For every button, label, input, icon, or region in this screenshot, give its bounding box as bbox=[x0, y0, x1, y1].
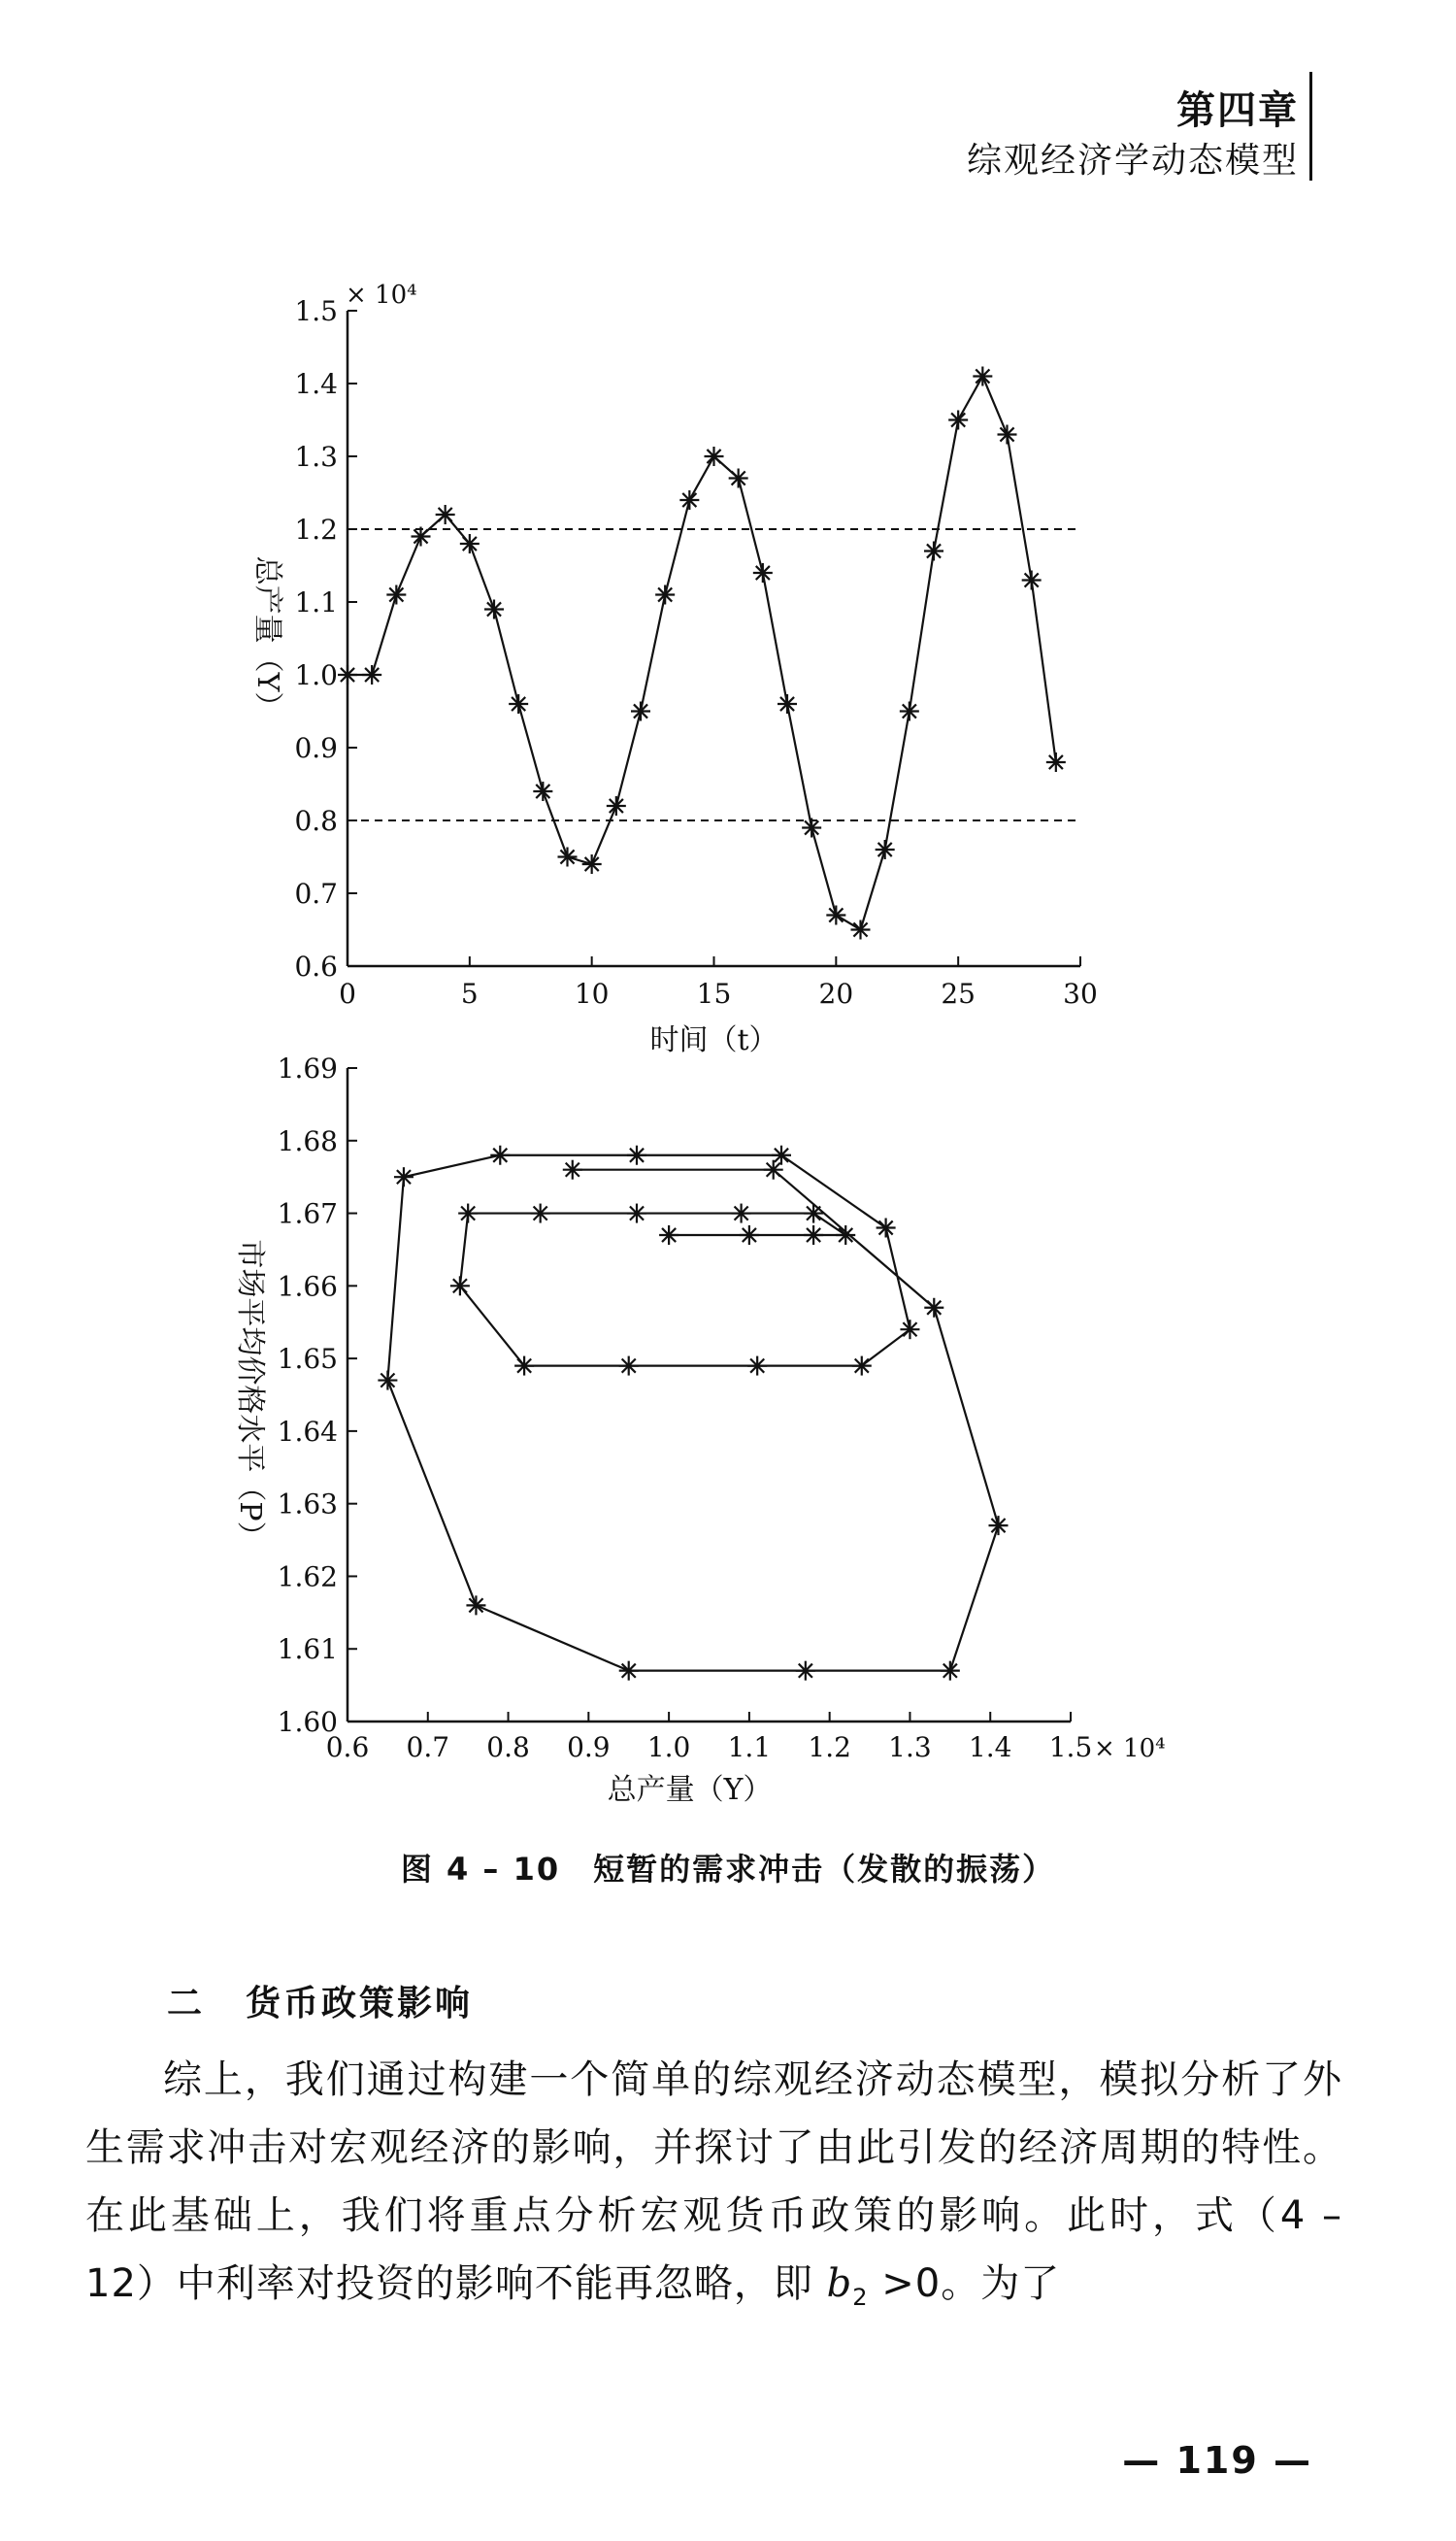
data-point bbox=[386, 585, 406, 605]
x-tick-label: 0.8 bbox=[486, 1731, 530, 1763]
data-point bbox=[877, 1219, 896, 1238]
section-heading bbox=[167, 1976, 473, 2025]
data-point bbox=[998, 425, 1017, 445]
y-tick-label: 0.7 bbox=[294, 878, 338, 910]
y-tick-label: 1.67 bbox=[277, 1197, 338, 1230]
data-point bbox=[394, 1167, 414, 1187]
data-point bbox=[484, 600, 504, 619]
page-number: — 119 — bbox=[1122, 2439, 1312, 2482]
data-point bbox=[655, 585, 675, 605]
y-tick-label: 1.3 bbox=[294, 441, 338, 473]
data-point bbox=[607, 796, 626, 816]
data-point bbox=[753, 563, 773, 583]
data-point bbox=[778, 694, 797, 714]
data-point bbox=[509, 694, 528, 714]
x-tick-label: 1.4 bbox=[968, 1731, 1012, 1763]
x-tick-label: 1.1 bbox=[727, 1731, 772, 1763]
data-point bbox=[458, 1204, 478, 1223]
x-tick-label: 20 bbox=[818, 978, 854, 1010]
data-point bbox=[764, 1160, 783, 1180]
data-point bbox=[900, 702, 919, 721]
data-point bbox=[619, 1661, 639, 1681]
data-point bbox=[619, 1356, 639, 1376]
data-point bbox=[490, 1146, 510, 1165]
data-point bbox=[631, 702, 650, 721]
y-tick-label: 1.63 bbox=[277, 1488, 338, 1521]
variable-b: b bbox=[826, 2261, 853, 2306]
data-point bbox=[378, 1371, 397, 1390]
x-tick-label: 5 bbox=[460, 978, 479, 1010]
chapter-label: 第四章 bbox=[1176, 88, 1299, 133]
paragraph-text: 综上，我们通过构建一个简单的综观经济动态模型，模拟分析了外生需求冲击对宏观经济的影响，并探讨了由此引发的经济周期的特性。在此基础上，我们将重点分析宏观货币政策的影响。此时，式（4 – 12）中利率对投资的影响不能再忽略，即 bbox=[85, 2057, 1342, 2306]
y-tick-label: 1.69 bbox=[277, 1053, 338, 1085]
data-point bbox=[948, 411, 968, 430]
data-point bbox=[740, 1225, 759, 1245]
y-tick-label: 1.4 bbox=[294, 368, 338, 400]
data-point bbox=[826, 906, 845, 925]
y-tick-label: 1.60 bbox=[277, 1706, 338, 1738]
x-tick-label: 1.5 bbox=[1048, 1731, 1093, 1763]
section-label: 综观经济学动态模型 bbox=[966, 141, 1299, 181]
data-point bbox=[796, 1661, 815, 1681]
data-point bbox=[747, 1356, 767, 1376]
data-point bbox=[900, 1320, 919, 1339]
y-tick-label: 0.6 bbox=[294, 951, 338, 983]
x-tick-label: 15 bbox=[696, 978, 732, 1010]
data-point bbox=[659, 1225, 678, 1245]
data-point bbox=[804, 1225, 823, 1245]
figure-caption: 图 4 – 10 短暂的需求冲击（发散的振荡） bbox=[400, 1851, 1056, 1888]
data-point bbox=[627, 1146, 646, 1165]
variable-subscript: 2 bbox=[852, 2284, 869, 2311]
running-header bbox=[967, 85, 1299, 186]
x-tick-label: 0.6 bbox=[325, 1731, 370, 1763]
x-tick-label: 1.3 bbox=[888, 1731, 932, 1763]
data-point bbox=[851, 920, 871, 940]
y-tick-label: 0.9 bbox=[294, 732, 338, 764]
x-tick-label: 1.0 bbox=[646, 1731, 691, 1763]
data-point bbox=[973, 367, 992, 386]
x-axis-label: 总产量（Y） bbox=[607, 1773, 773, 1807]
data-point bbox=[338, 665, 357, 685]
data-point bbox=[924, 542, 943, 561]
y-axis-label: 市场平均价格水平（P） bbox=[233, 1239, 267, 1551]
data-point bbox=[627, 1204, 646, 1223]
y-tick-label: 1.1 bbox=[294, 586, 338, 619]
x-tick-label: 0.7 bbox=[406, 1731, 450, 1763]
body-paragraph bbox=[85, 2046, 1342, 2331]
data-point bbox=[460, 534, 480, 553]
y-tick-label: 1.64 bbox=[277, 1415, 338, 1448]
y-tick-label: 1.0 bbox=[294, 659, 338, 691]
section-number: 二 bbox=[167, 1984, 206, 2023]
data-point bbox=[558, 848, 578, 867]
data-point bbox=[679, 490, 699, 510]
data-point bbox=[941, 1661, 960, 1681]
data-point bbox=[876, 840, 895, 859]
data-point bbox=[412, 527, 431, 547]
x-tick-label: 25 bbox=[941, 978, 976, 1010]
series-line bbox=[387, 1155, 998, 1671]
y-tick-label: 1.62 bbox=[277, 1560, 338, 1593]
x-tick-label: 10 bbox=[574, 978, 610, 1010]
data-point bbox=[436, 505, 455, 524]
x-tick-label: 0.9 bbox=[567, 1731, 611, 1763]
paragraph-text-end: >0。为了 bbox=[868, 2261, 1061, 2306]
x-tick-label: 0 bbox=[339, 978, 356, 1010]
series-line bbox=[347, 377, 1056, 930]
header-rule bbox=[1309, 72, 1312, 181]
y-tick-label: 1.5 bbox=[294, 295, 338, 327]
y-tick-label: 1.2 bbox=[294, 514, 338, 546]
data-point bbox=[924, 1298, 943, 1318]
data-point bbox=[705, 447, 724, 466]
x-axis-label: 时间（t） bbox=[649, 1023, 778, 1057]
x-tick-label: 30 bbox=[1063, 978, 1098, 1010]
y-tick-label: 1.66 bbox=[277, 1270, 338, 1303]
data-point bbox=[729, 469, 748, 488]
data-point bbox=[362, 665, 381, 685]
y-axis-label: 总产量（Y） bbox=[250, 555, 284, 721]
data-point bbox=[514, 1356, 534, 1376]
data-point bbox=[836, 1225, 855, 1245]
data-point bbox=[563, 1160, 582, 1180]
data-point bbox=[1046, 752, 1066, 772]
data-point bbox=[533, 782, 552, 801]
price-output-chart bbox=[0, 1053, 1456, 1835]
data-point bbox=[989, 1516, 1009, 1535]
data-point bbox=[1022, 571, 1042, 590]
data-point bbox=[531, 1204, 550, 1223]
x-tick-label: 1.2 bbox=[808, 1731, 851, 1763]
data-point bbox=[772, 1146, 791, 1165]
data-point bbox=[582, 854, 602, 874]
y-scale-label: × 10⁴ bbox=[346, 281, 417, 310]
section-title: 货币政策影响 bbox=[246, 1984, 474, 2023]
data-point bbox=[466, 1595, 485, 1615]
y-tick-label: 1.65 bbox=[277, 1343, 338, 1376]
y-tick-label: 1.68 bbox=[277, 1124, 338, 1157]
y-tick-label: 1.61 bbox=[277, 1633, 338, 1666]
data-point bbox=[852, 1356, 872, 1376]
data-point bbox=[732, 1204, 751, 1223]
x-scale-label: × 10⁴ bbox=[1094, 1734, 1166, 1763]
data-point bbox=[804, 1204, 823, 1223]
data-point bbox=[450, 1276, 470, 1295]
y-tick-label: 0.8 bbox=[294, 805, 338, 837]
data-point bbox=[802, 819, 821, 838]
